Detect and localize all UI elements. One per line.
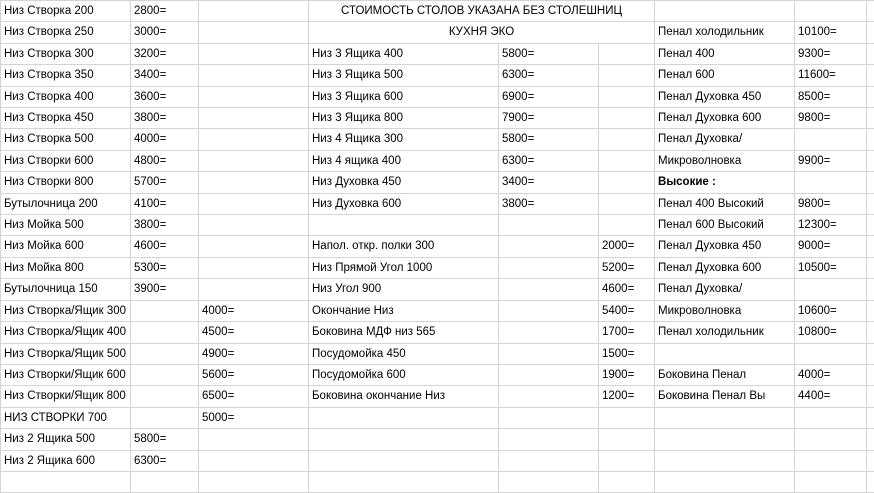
table-row: [1, 257, 874, 278]
mid-item-price: [599, 407, 655, 428]
trailing-cell: [867, 1, 874, 22]
mid-item-name: Низ 4 ящика 400: [309, 150, 499, 171]
mid-item-price: [599, 429, 655, 450]
right-item-name: Пенал 400: [655, 43, 795, 64]
right-item-price: [795, 407, 867, 428]
trailing-cell: [867, 386, 874, 407]
table-row: [1, 450, 874, 471]
right-item-price: 9300=: [795, 43, 867, 64]
left-item-price: [131, 407, 199, 428]
right-item-name: Пенал 600: [655, 65, 795, 86]
left-item-price: 4000=: [131, 129, 199, 150]
trailing-cell: [867, 193, 874, 214]
left-item-price: 3800=: [131, 108, 199, 129]
left-item-name: Низ Створка/Ящик 500: [1, 343, 131, 364]
right-item-price: 8500=: [795, 86, 867, 107]
mid-item-price: 4600=: [599, 279, 655, 300]
right-item-name: Пенал Духовка 450: [655, 86, 795, 107]
mid-item-name: Окончание Низ: [309, 300, 499, 321]
left-item-price: [131, 386, 199, 407]
trailing-cell: [867, 236, 874, 257]
left-item-name: Низ Створка/Ящик 300: [1, 300, 131, 321]
left-item-alt-price: 4900=: [199, 343, 309, 364]
right-item-name: [655, 407, 795, 428]
right-item-name: Микроволновка: [655, 300, 795, 321]
table-row: [1, 193, 874, 214]
right-item-price: [795, 450, 867, 471]
left-item-alt-price: [199, 215, 309, 236]
mid-item-price: [499, 450, 599, 471]
right-item-name: Пенал 600 Высокий: [655, 215, 795, 236]
right-item-name: [655, 343, 795, 364]
left-item-alt-price: [199, 236, 309, 257]
left-item-alt-price: [199, 1, 309, 22]
mid-spacer-cell: [599, 150, 655, 171]
trailing-cell: [867, 257, 874, 278]
left-item-name: Низ Мойка 800: [1, 257, 131, 278]
trailing-cell: [867, 129, 874, 150]
mid-item-price: [599, 471, 655, 492]
mid-item-price: 5800=: [499, 43, 599, 64]
mid-item-price: 6300=: [499, 65, 599, 86]
left-item-price: [131, 471, 199, 492]
page-subtitle: КУХНЯ ЭКО: [309, 22, 655, 43]
left-item-price: [131, 322, 199, 343]
left-item-alt-price: 5000=: [199, 407, 309, 428]
mid-item-price: 5200=: [599, 257, 655, 278]
trailing-cell: [867, 150, 874, 171]
mid-item-price: [499, 257, 599, 278]
right-item-name: Микроволновка: [655, 150, 795, 171]
left-item-price: [131, 300, 199, 321]
right-item-price: 10800=: [795, 322, 867, 343]
mid-item-name: Боковина МДФ низ 565: [309, 322, 499, 343]
left-item-alt-price: [199, 22, 309, 43]
mid-item-name: Низ 4 Ящика 300: [309, 129, 499, 150]
mid-spacer-cell: [599, 86, 655, 107]
table-row: [1, 322, 874, 343]
right-item-price: [795, 343, 867, 364]
table-row: [1, 150, 874, 171]
mid-item-price: [499, 407, 599, 428]
mid-item-price: 1700=: [599, 322, 655, 343]
left-item-name: Низ Створки 800: [1, 172, 131, 193]
mid-item-name: Боковина окончание Низ: [309, 386, 499, 407]
left-item-name: НИЗ СТВОРКИ 700: [1, 407, 131, 428]
right-item-price: 10600=: [795, 300, 867, 321]
left-item-alt-price: [199, 471, 309, 492]
mid-item-name: Низ Духовка 450: [309, 172, 499, 193]
mid-item-price: 6900=: [499, 86, 599, 107]
right-item-name: [655, 1, 795, 22]
trailing-cell: [867, 450, 874, 471]
mid-spacer-cell: [599, 65, 655, 86]
trailing-cell: [867, 300, 874, 321]
trailing-cell: [867, 279, 874, 300]
left-item-alt-price: [199, 43, 309, 64]
mid-item-name: Низ Прямой Угол 1000: [309, 257, 499, 278]
left-item-name: Низ Створки 600: [1, 150, 131, 171]
right-item-name: Пенал холодильник: [655, 322, 795, 343]
left-item-price: 3900=: [131, 279, 199, 300]
table-row: [1, 65, 874, 86]
left-item-alt-price: [199, 429, 309, 450]
right-item-name: Боковина Пенал Вы: [655, 386, 795, 407]
mid-item-name: Низ 3 Ящика 500: [309, 65, 499, 86]
left-item-price: 3800=: [131, 215, 199, 236]
table-row: [1, 364, 874, 385]
right-item-price: 9900=: [795, 150, 867, 171]
mid-item-price: 7900=: [499, 108, 599, 129]
right-item-name: Пенал Духовка/: [655, 129, 795, 150]
left-item-price: 5800=: [131, 429, 199, 450]
left-item-price: 4600=: [131, 236, 199, 257]
left-item-alt-price: [199, 450, 309, 471]
mid-item-price: 1900=: [599, 364, 655, 385]
left-item-name: Низ Створка 400: [1, 86, 131, 107]
mid-item-name: [309, 450, 499, 471]
mid-item-price: 3400=: [499, 172, 599, 193]
left-item-price: 4800=: [131, 150, 199, 171]
mid-spacer-cell: [599, 129, 655, 150]
right-item-name: Пенал Духовка 450: [655, 236, 795, 257]
left-item-alt-price: 4500=: [199, 322, 309, 343]
right-item-name: Пенал Духовка 600: [655, 257, 795, 278]
mid-item-price: 2000=: [599, 236, 655, 257]
left-item-name: Низ Мойка 500: [1, 215, 131, 236]
table-row: [1, 343, 874, 364]
right-item-price: 9800=: [795, 193, 867, 214]
left-item-name: Низ Мойка 600: [1, 236, 131, 257]
left-item-name: Низ Створка/Ящик 400: [1, 322, 131, 343]
left-item-alt-price: 4000=: [199, 300, 309, 321]
mid-item-name: [309, 429, 499, 450]
right-item-price: [795, 471, 867, 492]
table-row: [1, 172, 874, 193]
right-item-name: Высокие :: [655, 172, 795, 193]
left-item-alt-price: [199, 86, 309, 107]
left-item-price: 6300=: [131, 450, 199, 471]
trailing-cell: [867, 364, 874, 385]
left-item-price: [131, 343, 199, 364]
table-row: [1, 429, 874, 450]
left-item-name: Низ Створка 300: [1, 43, 131, 64]
mid-spacer-cell: [599, 172, 655, 193]
left-item-name: Низ Створка 350: [1, 65, 131, 86]
left-item-price: 4100=: [131, 193, 199, 214]
mid-item-name: Низ 3 Ящика 600: [309, 86, 499, 107]
left-item-alt-price: [199, 65, 309, 86]
left-item-price: 3400=: [131, 65, 199, 86]
trailing-cell: [867, 108, 874, 129]
left-item-price: 3600=: [131, 86, 199, 107]
mid-spacer-cell: [599, 193, 655, 214]
right-item-name: [655, 471, 795, 492]
table-row: [1, 386, 874, 407]
right-item-price: [795, 172, 867, 193]
trailing-cell: [867, 343, 874, 364]
right-item-price: [795, 429, 867, 450]
trailing-cell: [867, 86, 874, 107]
trailing-cell: [867, 407, 874, 428]
left-item-alt-price: 6500=: [199, 386, 309, 407]
right-item-price: 10100=: [795, 22, 867, 43]
right-item-price: 9800=: [795, 108, 867, 129]
mid-item-name: [309, 471, 499, 492]
left-item-name: Низ 2 Ящика 600: [1, 450, 131, 471]
right-item-price: [795, 1, 867, 22]
page-title: СТОИМОСТЬ СТОЛОВ УКАЗАНА БЕЗ СТОЛЕШНИЦ: [309, 1, 655, 22]
left-item-name: Низ 2 Ящика 500: [1, 429, 131, 450]
mid-item-price: [499, 343, 599, 364]
mid-item-price: [599, 450, 655, 471]
left-item-name: Бутылочница 200: [1, 193, 131, 214]
mid-item-price: [499, 279, 599, 300]
mid-item-price: [599, 215, 655, 236]
trailing-cell: [867, 22, 874, 43]
right-item-name: Боковина Пенал: [655, 364, 795, 385]
right-item-price: 10500=: [795, 257, 867, 278]
table-row: [1, 86, 874, 107]
mid-spacer-cell: [599, 43, 655, 64]
mid-item-name: [309, 407, 499, 428]
left-item-alt-price: [199, 257, 309, 278]
table-row: [1, 300, 874, 321]
mid-item-price: [499, 429, 599, 450]
table-row: [1, 236, 874, 257]
table-row: [1, 129, 874, 150]
left-item-price: 2800=: [131, 1, 199, 22]
trailing-cell: [867, 322, 874, 343]
left-item-name: Низ Створки/Ящик 600: [1, 364, 131, 385]
mid-item-name: Низ Угол 900: [309, 279, 499, 300]
left-item-name: [1, 471, 131, 492]
left-item-alt-price: [199, 150, 309, 171]
right-item-name: Пенал Духовка 600: [655, 108, 795, 129]
left-item-price: 5300=: [131, 257, 199, 278]
right-item-price: 4400=: [795, 386, 867, 407]
mid-item-price: 1500=: [599, 343, 655, 364]
left-item-name: Низ Створка 250: [1, 22, 131, 43]
mid-item-name: Низ 3 Ящика 400: [309, 43, 499, 64]
mid-item-price: [499, 215, 599, 236]
right-item-price: [795, 279, 867, 300]
left-item-alt-price: [199, 172, 309, 193]
trailing-cell: [867, 429, 874, 450]
mid-item-name: [309, 215, 499, 236]
left-item-price: 5700=: [131, 172, 199, 193]
mid-item-price: [499, 471, 599, 492]
right-item-price: 4000=: [795, 364, 867, 385]
mid-item-price: [499, 364, 599, 385]
right-item-price: 11600=: [795, 65, 867, 86]
right-item-name: Пенал холодильник: [655, 22, 795, 43]
left-item-price: [131, 364, 199, 385]
table-row: [1, 22, 874, 43]
trailing-cell: [867, 65, 874, 86]
right-item-price: 9000=: [795, 236, 867, 257]
trailing-cell: [867, 471, 874, 492]
mid-item-name: Посудомойка 600: [309, 364, 499, 385]
left-item-name: Низ Створка 500: [1, 129, 131, 150]
table-row: [1, 43, 874, 64]
right-item-name: [655, 429, 795, 450]
mid-item-name: Напол. откр. полки 300: [309, 236, 499, 257]
left-item-alt-price: [199, 193, 309, 214]
left-item-alt-price: [199, 108, 309, 129]
left-item-name: Низ Створка 200: [1, 1, 131, 22]
table-row: [1, 279, 874, 300]
table-row: [1, 471, 874, 492]
right-item-name: Пенал Духовка/: [655, 279, 795, 300]
right-item-name: [655, 450, 795, 471]
mid-item-price: 1200=: [599, 386, 655, 407]
mid-item-price: 6300=: [499, 150, 599, 171]
trailing-cell: [867, 215, 874, 236]
left-item-alt-price: [199, 279, 309, 300]
table-row: [1, 1, 874, 22]
left-item-alt-price: 5600=: [199, 364, 309, 385]
left-item-price: 3200=: [131, 43, 199, 64]
mid-item-price: 3800=: [499, 193, 599, 214]
mid-spacer-cell: [599, 108, 655, 129]
trailing-cell: [867, 172, 874, 193]
mid-item-price: [499, 236, 599, 257]
right-item-price: [795, 129, 867, 150]
mid-item-price: 5400=: [599, 300, 655, 321]
right-item-name: Пенал 400 Высокий: [655, 193, 795, 214]
table-row: [1, 215, 874, 236]
table-row: [1, 108, 874, 129]
mid-item-price: [499, 300, 599, 321]
left-item-price: 3000=: [131, 22, 199, 43]
table-row: [1, 407, 874, 428]
mid-item-name: Низ 3 Ящика 800: [309, 108, 499, 129]
right-item-price: 12300=: [795, 215, 867, 236]
mid-item-name: Посудомойка 450: [309, 343, 499, 364]
left-item-name: Низ Створки/Ящик 800: [1, 386, 131, 407]
left-item-name: Бутылочница 150: [1, 279, 131, 300]
left-item-alt-price: [199, 129, 309, 150]
mid-item-name: Низ Духовка 600: [309, 193, 499, 214]
mid-item-price: [499, 322, 599, 343]
trailing-cell: [867, 43, 874, 64]
mid-item-price: 5800=: [499, 129, 599, 150]
mid-item-price: [499, 386, 599, 407]
left-item-name: Низ Створка 450: [1, 108, 131, 129]
